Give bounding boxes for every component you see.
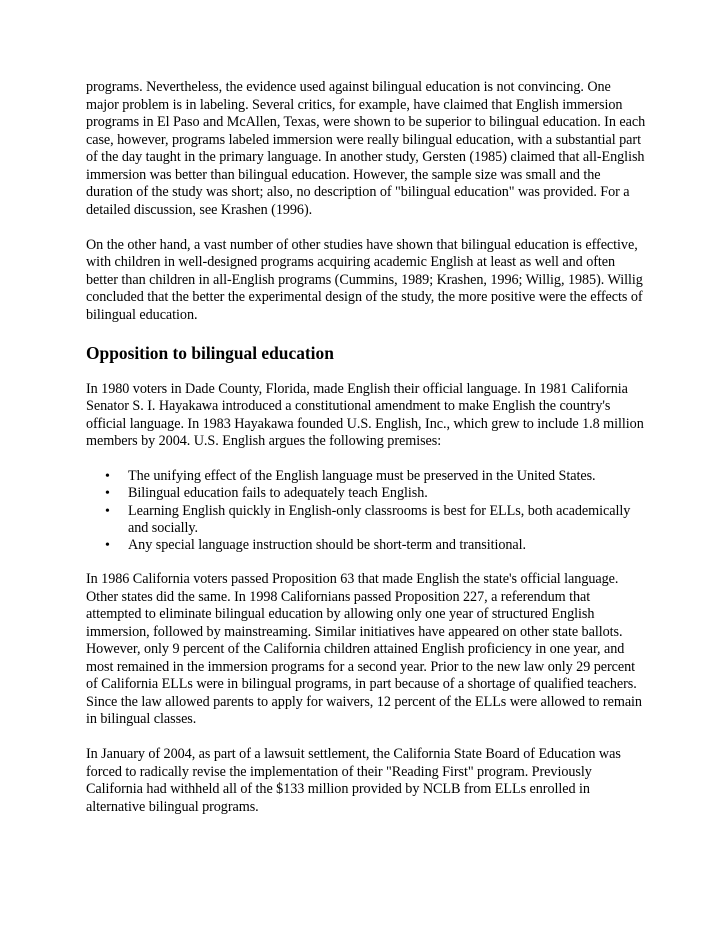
list-item-text: Learning English quickly in English-only classrooms is best for ELLs, both academically and socially. (128, 502, 631, 536)
list-item (105, 537, 646, 554)
list-item-text: Bilingual education fails to adequately teach English. (128, 485, 428, 502)
paragraph-us-english-history: In 1980 voters in Dade County, Florida, made English their official language. In 1981 California Senator S. I. Hayakawa introduced a constitutional amendment to make English the country's official language. In 1983 Hayakawa founded U.S. English, Inc., which grew to include 1.8 million members by 2004. U.S. English argues the following premises: (86, 380, 644, 449)
bullet-icon: • (105, 486, 110, 502)
paragraph-proposition-227: In 1986 California voters passed Proposition 63 that made English the state's official language. Other states did the same. In 1998 Californians passed Proposition 227, a referendum that attempted to eliminate bilingual education by allowing only one year of structured English immersion, followed by mainstreaming. Similar initiatives have appeared on other state ballots. However, only 9 percent of the California children attained English proficiency in one year, and most remained in the immersion programs for a second year. Prior to the new law only 29 percent of California ELLs were in bilingual programs, in part because of a shortage of qualified teachers. Since the law allowed parents to apply for waivers, 12 percent of the ELLs were allowed to remain in bilingual classes. (86, 571, 642, 728)
list-item-text: Any special language instruction should be short-term and transitional. (128, 537, 527, 554)
document-page (86, 79, 646, 834)
list-item (105, 468, 646, 485)
list-item (105, 502, 646, 538)
section-heading: Opposition to bilingual education (86, 342, 334, 363)
list-item-text: The unifying effect of the English language must be preserved in the United States. (128, 468, 596, 484)
paragraph-reading-first: In January of 2004, as part of a lawsuit settlement, the California State Board of Education was forced to radically revise the implementation of their "Reading First" program. Previously California had withheld all of the $133 million provided by NCLB from ELLs enrolled in alternative bilingual programs. (86, 746, 621, 815)
bullet-icon: • (105, 469, 110, 484)
bullet-icon: • (105, 538, 110, 554)
list-item (105, 485, 646, 502)
premises-list (86, 468, 646, 554)
bullet-icon: • (105, 503, 110, 519)
paragraph-supporting-studies: On the other hand, a vast number of other studies have shown that bilingual education is effective, with children in well-designed programs acquiring academic English at least as well and often better than children in all-English programs (Cummins, 1989; Krashen, 1996; Willig, 1985). Willig concluded that the better the experimental design of the study, the more positive were the effects of bilingual education. (86, 236, 643, 323)
paragraph-labeling-critique: programs. Nevertheless, the evidence used against bilingual education is not convincing. One major problem is in labeling. Several critics, for example, have claimed that English immersion programs in El Paso and McAllen, Texas, were shown to be superior to bilingual education. In each case, however, programs labeled immersion were really bilingual education, with a substantial part of the day taught in the primary language. In another study, Gersten (1985) claimed that all-English immersion was better than bilingual education. However, the sample size was small and the duration of the study was short; also, no description of "bilingual education" was provided. For a detailed discussion, see Krashen (1996). (86, 79, 646, 218)
